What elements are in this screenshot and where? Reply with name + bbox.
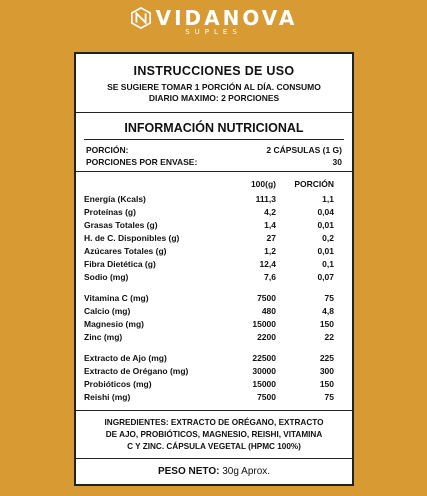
nutrient-value-100g: 30000: [252, 365, 276, 376]
nutrient-name: Sodio (mg): [84, 271, 129, 282]
nutrient-value-100g: 4,2: [264, 206, 276, 217]
nutrient-name: Fibra Dietética (g): [84, 258, 156, 269]
nutrient-value-100g: 22500: [252, 352, 276, 363]
portion-label: PORCIÓN:: [86, 145, 129, 155]
brand-logo-icon: [130, 7, 152, 29]
portion-info: [76, 140, 352, 172]
brand-subtitle: SUPLES: [185, 28, 242, 36]
nutrient-value-100g: 2200: [257, 331, 276, 342]
nutrient-value-100g: 1,4: [264, 219, 276, 230]
nutrient-name: Magnesio (mg): [84, 318, 144, 329]
portions-value: 30: [332, 157, 342, 167]
net-weight-value: 30g Aprox.: [222, 466, 271, 477]
nutrient-value-portion: 0,04: [317, 206, 334, 217]
instructions-text: [82, 82, 346, 104]
instructions-line-1: SE SUGIERE TOMAR 1 PORCIÓN AL DÍA. CONSUMO: [107, 82, 321, 92]
nutrient-value-portion: 300: [319, 365, 334, 376]
nutrient-name: Extracto de Ajo (mg): [84, 352, 167, 363]
nutrient-row: [76, 205, 352, 218]
column-header-portion: PORCIÓN: [294, 179, 334, 189]
nutrient-name: Azúcares Totales (g): [84, 245, 167, 256]
nutrient-value-100g: 12,4: [259, 258, 276, 269]
nutrient-value-100g: 15000: [252, 318, 276, 329]
net-weight: [76, 459, 352, 477]
nutrient-value-portion: 0,07: [317, 271, 334, 282]
nutrient-value-portion: 0,1: [322, 258, 334, 269]
nutrient-row: [76, 192, 352, 205]
nutrition-label: [74, 52, 354, 486]
nutrient-value-portion: 1,1: [322, 193, 334, 204]
nutrient-row: [76, 291, 352, 304]
net-weight-label: PESO NETO:: [157, 466, 220, 477]
nutrient-value-portion: 150: [319, 378, 334, 389]
portion-row: [76, 144, 352, 156]
nutrient-row: [76, 304, 352, 317]
nutrient-value-100g: 480: [261, 305, 276, 316]
brand-name: VIDANOVA: [155, 6, 298, 30]
nutrient-value-portion: 22: [324, 331, 334, 342]
instructions-section: [76, 54, 352, 113]
instructions-line-2: DIARIO MAXIMO: 2 PORCIONES: [148, 93, 280, 103]
nutrient-value-100g: 7500: [257, 391, 276, 402]
nutrient-value-100g: 7500: [257, 292, 276, 303]
nutrition-title: INFORMACIÓN NUTRICIONAL: [84, 113, 344, 140]
ingredients-line-2: DE AJO, PROBIÓTICOS, MAGNESIO, REISHI, VITAMINA: [105, 430, 323, 439]
nutrient-name: Grasas Totales (g): [84, 219, 158, 230]
nutrition-table-header: [76, 176, 352, 192]
portions-per-package-row: [76, 156, 352, 168]
nutrient-name: Reishi (mg): [84, 391, 131, 402]
nutrient-row: [76, 351, 352, 364]
nutrient-value-100g: 111,3: [255, 193, 276, 204]
nutrient-name: Proteínas (g): [84, 206, 136, 217]
nutrient-row: [76, 330, 352, 343]
nutrient-row: [76, 244, 352, 257]
nutrient-value-portion: 150: [319, 318, 334, 329]
nutrient-row: [76, 231, 352, 244]
nutrient-row: [76, 317, 352, 330]
column-header-100g: 100(g): [250, 179, 276, 189]
brand-header: [0, 6, 427, 36]
nutrient-name: Vitamina C (mg): [84, 292, 149, 303]
nutrient-value-portion: 225: [319, 352, 334, 363]
nutrient-row: [76, 257, 352, 270]
group-spacer: [76, 283, 352, 291]
nutrient-value-portion: 75: [324, 292, 334, 303]
nutrient-name: Zinc (mg): [84, 331, 123, 342]
nutrient-value-100g: 7,6: [264, 271, 276, 282]
ingredients-line-3: C Y ZINC. CÁPSULA VEGETAL (HPMC 100%): [127, 442, 301, 451]
nutrient-name: Energía (Kcals): [84, 193, 146, 204]
instructions-title: INSTRUCCIONES DE USO: [133, 64, 295, 78]
portion-value: 2 CÁPSULAS (1 G): [266, 145, 342, 155]
nutrient-row: [76, 218, 352, 231]
nutrient-value-100g: 15000: [252, 378, 276, 389]
nutrient-row: [76, 377, 352, 390]
nutrient-name: Probióticos (mg): [84, 378, 152, 389]
nutrient-value-portion: 0,2: [322, 232, 334, 243]
nutrient-row: [76, 390, 352, 403]
nutrient-value-portion: 4,8: [322, 305, 334, 316]
nutrient-value-portion: 0,01: [317, 219, 334, 230]
ingredients-section: [76, 410, 352, 459]
ingredients-line-1: INGREDIENTES: EXTRACTO DE ORÉGANO, EXTRACTO: [104, 418, 324, 427]
nutrition-table: [76, 176, 352, 403]
nutrient-name: Extracto de Orégano (mg): [84, 365, 189, 376]
nutrient-row: [76, 364, 352, 377]
group-spacer: [76, 343, 352, 351]
nutrient-value-portion: 75: [324, 391, 334, 402]
nutrient-name: Calcio (mg): [84, 305, 131, 316]
nutrition-table-body: [76, 192, 352, 403]
nutrient-value-100g: 27: [266, 232, 276, 243]
nutrient-name: H. de C. Disponibles (g): [84, 232, 180, 243]
nutrient-value-portion: 0,01: [317, 245, 334, 256]
portions-label: PORCIONES POR ENVASE:: [86, 157, 198, 167]
nutrient-row: [76, 270, 352, 283]
nutrient-value-100g: 1,2: [264, 245, 276, 256]
